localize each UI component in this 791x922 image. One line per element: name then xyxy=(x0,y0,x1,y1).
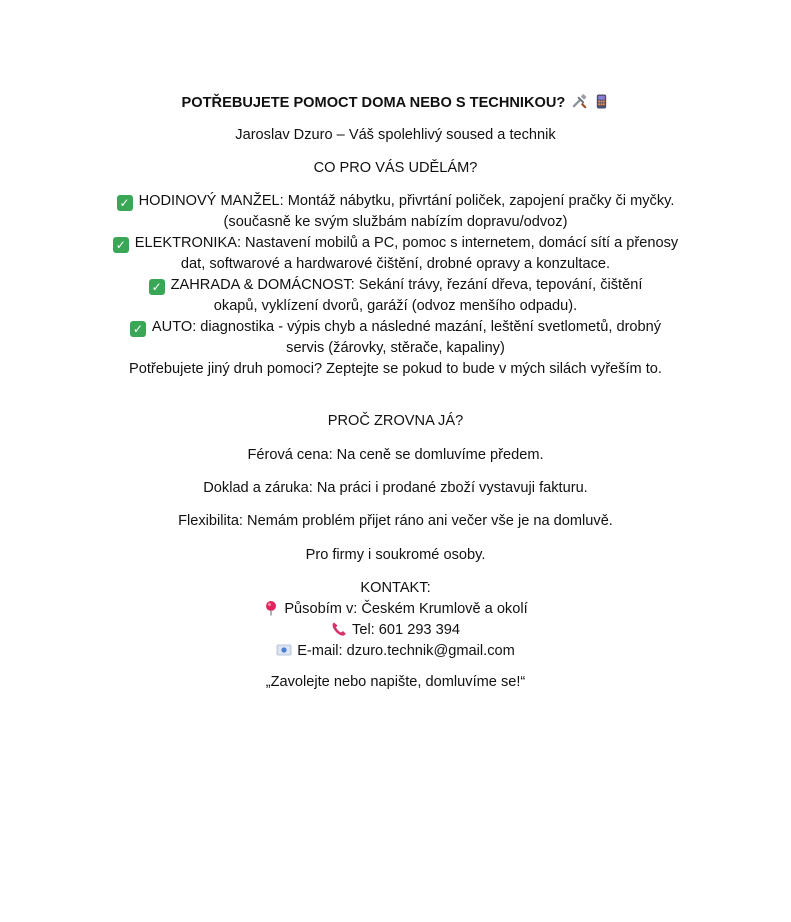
why-item: Pro firmy i soukromé osoby. xyxy=(305,547,486,563)
subtitle: Jaroslav Dzuro – Váš spolehlivý soused a technik xyxy=(235,127,556,143)
why-item: Doklad a záruka: Na práci i prodané zboží vystavuji fakturu. xyxy=(203,480,588,496)
why-heading: PROČ ZROVNA JÁ? xyxy=(327,413,464,429)
why-item: Férová cena: Na ceně se domluvíme předem. xyxy=(247,447,544,463)
why-item: Flexibilita: Nemám problém přijet ráno ani večer vše je na domluvě. xyxy=(178,513,613,529)
id-card-icon xyxy=(276,642,292,658)
services-heading: CO PRO VÁS UDĚLÁM? xyxy=(313,160,478,176)
contact-heading: KONTAKT: xyxy=(360,580,431,596)
contact-location: Působím v: Českém Krumlově a okolí xyxy=(0,599,791,620)
service-item: ✓ AUTO: diagnostika - výpis chyb a následné mazání, leštění svetlometů, drobný servis (žárovky, stěrače, kapaliny) xyxy=(0,317,791,359)
telephone-icon xyxy=(331,621,347,637)
flyer-title xyxy=(0,93,791,114)
tools-icon xyxy=(572,94,587,109)
checkmark-icon: ✓ xyxy=(130,321,146,337)
service-item: ✓ ZAHRADA & DOMÁCNOST: Sekání trávy, řezání dřeva, tepování, čištění okapů, vyklízení dvorů, garáží (odvoz menšího odpadu). xyxy=(0,275,791,317)
title-text: POTŘEBUJETE POMOCT DOMA NEBO S TECHNIKOU? xyxy=(181,95,566,111)
contact-email xyxy=(0,641,791,662)
checkmark-icon: ✓ xyxy=(149,279,165,295)
service-item: ✓ ELEKTRONIKA: Nastavení mobilů a PC, pomoc s internetem, domácí sítí a přenosy dat, softwarové a hardwarové čištění, drobné opravy a konzultace. xyxy=(0,233,791,275)
checkmark-icon: ✓ xyxy=(117,195,133,211)
service-item: ✓ HODINOVÝ MANŽEL: Montáž nábytku, přivrtání poliček, zapojení pračky či myčky. (současně ke svým službám nabízím dopravu/odvoz) xyxy=(0,191,791,233)
other-help-text: Potřebujete jiný druh pomoci? Zeptejte se pokud to bude v mých silách vyřeším to. xyxy=(129,361,662,377)
contact-phone xyxy=(0,620,791,641)
email-address[interactable]: E-mail: dzuro.technik@gmail.com xyxy=(297,643,515,659)
phone-number[interactable]: Tel: 601 293 394 xyxy=(352,622,460,638)
checkmark-icon: ✓ xyxy=(113,237,129,253)
closing-quote: „Zavolejte nebo napište, domluvíme se!“ xyxy=(265,674,526,690)
phone-device-icon xyxy=(594,94,609,109)
location-pin-icon xyxy=(263,600,279,616)
